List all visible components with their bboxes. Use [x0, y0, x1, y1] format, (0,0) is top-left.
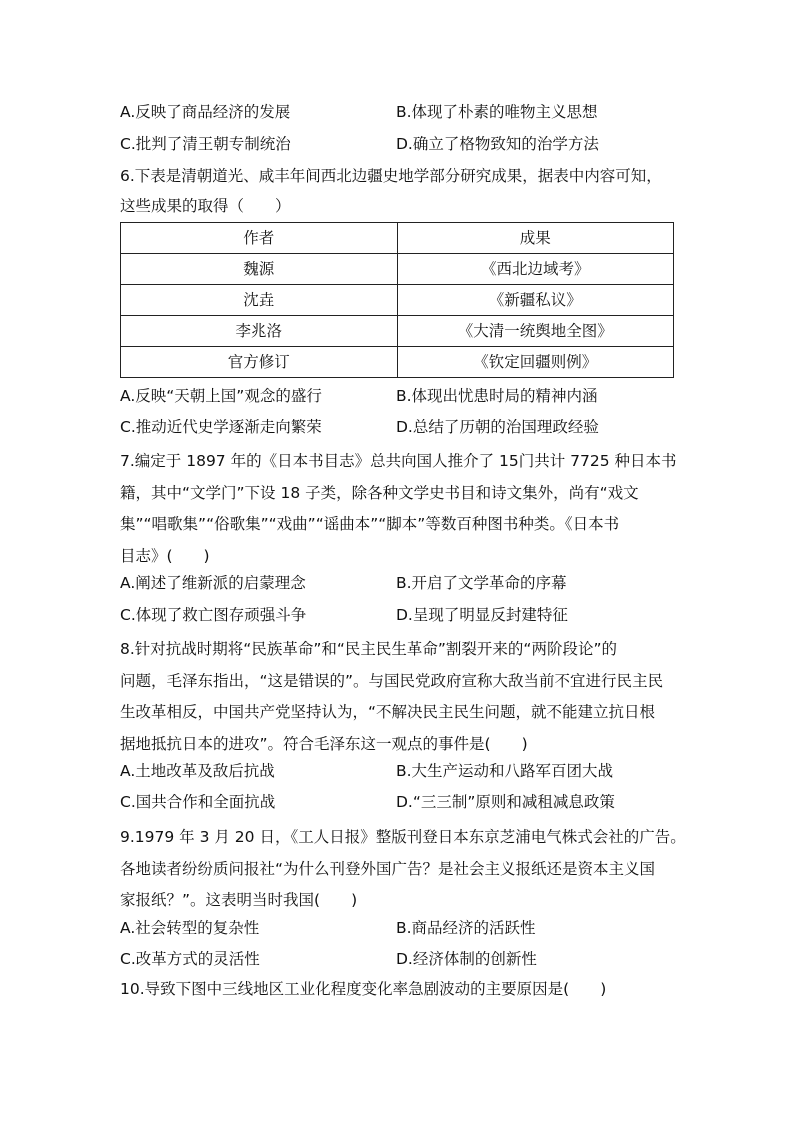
q7-stem-line: 7.编定于 1897 年的《日本书目志》总共向国人推介了 15门共计 7725 种日本书: [120, 452, 677, 470]
q5-option-b: B.体现了朴素的唯物主义思想: [396, 103, 598, 121]
table-cell-result: 《新疆私议》: [397, 285, 674, 316]
table-header-author: 作者: [121, 223, 398, 254]
q8-stem: [120, 634, 676, 760]
q9-option-c: C.改革方式的灵活性: [120, 950, 260, 968]
table-row: [121, 316, 674, 347]
q5-option-c: C.批判了清王朝专制统治: [120, 135, 291, 153]
q9-stem-line: 9.1979 年 3 月 20 日，《工人日报》整版刊登日本东京芝浦电气株式会社的广告。: [120, 828, 686, 846]
table-cell-author: 魏源: [121, 254, 398, 285]
q7-stem-line: 集”“唱歌集”“俗歌集”“戏曲”“谣曲本”“脚本”等数百种图书种类。《日本书: [120, 515, 620, 533]
table-cell-result: 《钦定回疆则例》: [397, 347, 674, 378]
q7-stem: [120, 446, 676, 572]
table-cell-author: 沈垚: [121, 285, 398, 316]
table-cell-author: 李兆洛: [121, 316, 398, 347]
q10-stem-line-1: 10.导致下图中三线地区工业化程度变化率急剧波动的主要原因是( ): [120, 980, 607, 998]
table-header-row: [121, 223, 674, 254]
q8-stem-line: 8.针对抗战时期将“民族革命”和“民主民生革命”割裂开来的“两阶段论”的: [120, 640, 617, 658]
q8-option-a: A.土地改革及敌后抗战: [120, 762, 275, 780]
q6-stem-line-1: 6.下表是清朝道光、咸丰年间西北边疆史地学部分研究成果，据表中内容可知，: [120, 167, 662, 185]
q6-table: [120, 222, 674, 378]
q6-option-c: C.推动近代史学逐渐走向繁荣: [120, 418, 322, 436]
q9-option-b: B.商品经济的活跃性: [396, 919, 536, 937]
q8-option-c: C.国共合作和全面抗战: [120, 793, 276, 811]
q5-option-d: D.确立了格物致知的治学方法: [396, 135, 599, 153]
q8-option-d: D.“三三制”原则和减租减息政策: [396, 793, 615, 811]
q9-option-a: A.社会转型的复杂性: [120, 919, 260, 937]
table-cell-result: 《大清一统舆地全图》: [397, 316, 674, 347]
table-row: [121, 254, 674, 285]
q7-option-c: C.体现了救亡图存顽强斗争: [120, 606, 307, 624]
q8-stem-line: 问题，毛泽东指出，“这是错误的”。与国民党政府宣称大敌当前不宜进行民主民: [120, 671, 664, 690]
q8-option-b: B.大生产运动和八路军百团大战: [396, 762, 614, 780]
q9-stem: [120, 822, 686, 917]
table-row: [121, 347, 674, 378]
q9-option-d: D.经济体制的创新性: [396, 950, 537, 968]
q7-stem-line: 目志》( ): [120, 546, 210, 565]
table-row: [121, 285, 674, 316]
q6-option-a: A.反映“天朝上国”观念的盛行: [120, 387, 322, 405]
q7-option-d: D.呈现了明显反封建特征: [396, 606, 568, 624]
q6-stem-line-2: 这些成果的取得（ ）: [120, 197, 291, 215]
q6-option-b: B.体现出忧患时局的精神内涵: [396, 387, 598, 405]
q7-option-b: B.开启了文学革命的序幕: [396, 574, 567, 592]
q5-option-a: A.反映了商品经济的发展: [120, 103, 291, 121]
table-cell-result: 《西北边域考》: [397, 254, 674, 285]
table-header-result: 成果: [397, 223, 674, 254]
q7-stem-line: 籍，其中“文学门”下设 18 子类，除各种文学史书目和诗文集外，尚有“戏文: [120, 483, 639, 502]
q6-option-d: D.总结了历朝的治国理政经验: [396, 418, 599, 436]
q8-stem-line: 据地抵抗日本的进攻”。符合毛泽东这一观点的事件是( ): [120, 734, 528, 753]
q9-stem-line: 家报纸？”。这表明当时我国( ): [120, 891, 358, 909]
q8-stem-line: 生改革相反，中国共产党坚持认为，“不解决民主民生问题，就不能建立抗日根: [120, 703, 656, 721]
q9-stem-line: 各地读者纷纷质问报社“为什么刊登外国广告？是社会主义报纸还是资本主义国: [120, 859, 656, 878]
table-cell-author: 官方修订: [121, 347, 398, 378]
q7-option-a: A.阐述了维新派的启蒙理念: [120, 574, 306, 592]
